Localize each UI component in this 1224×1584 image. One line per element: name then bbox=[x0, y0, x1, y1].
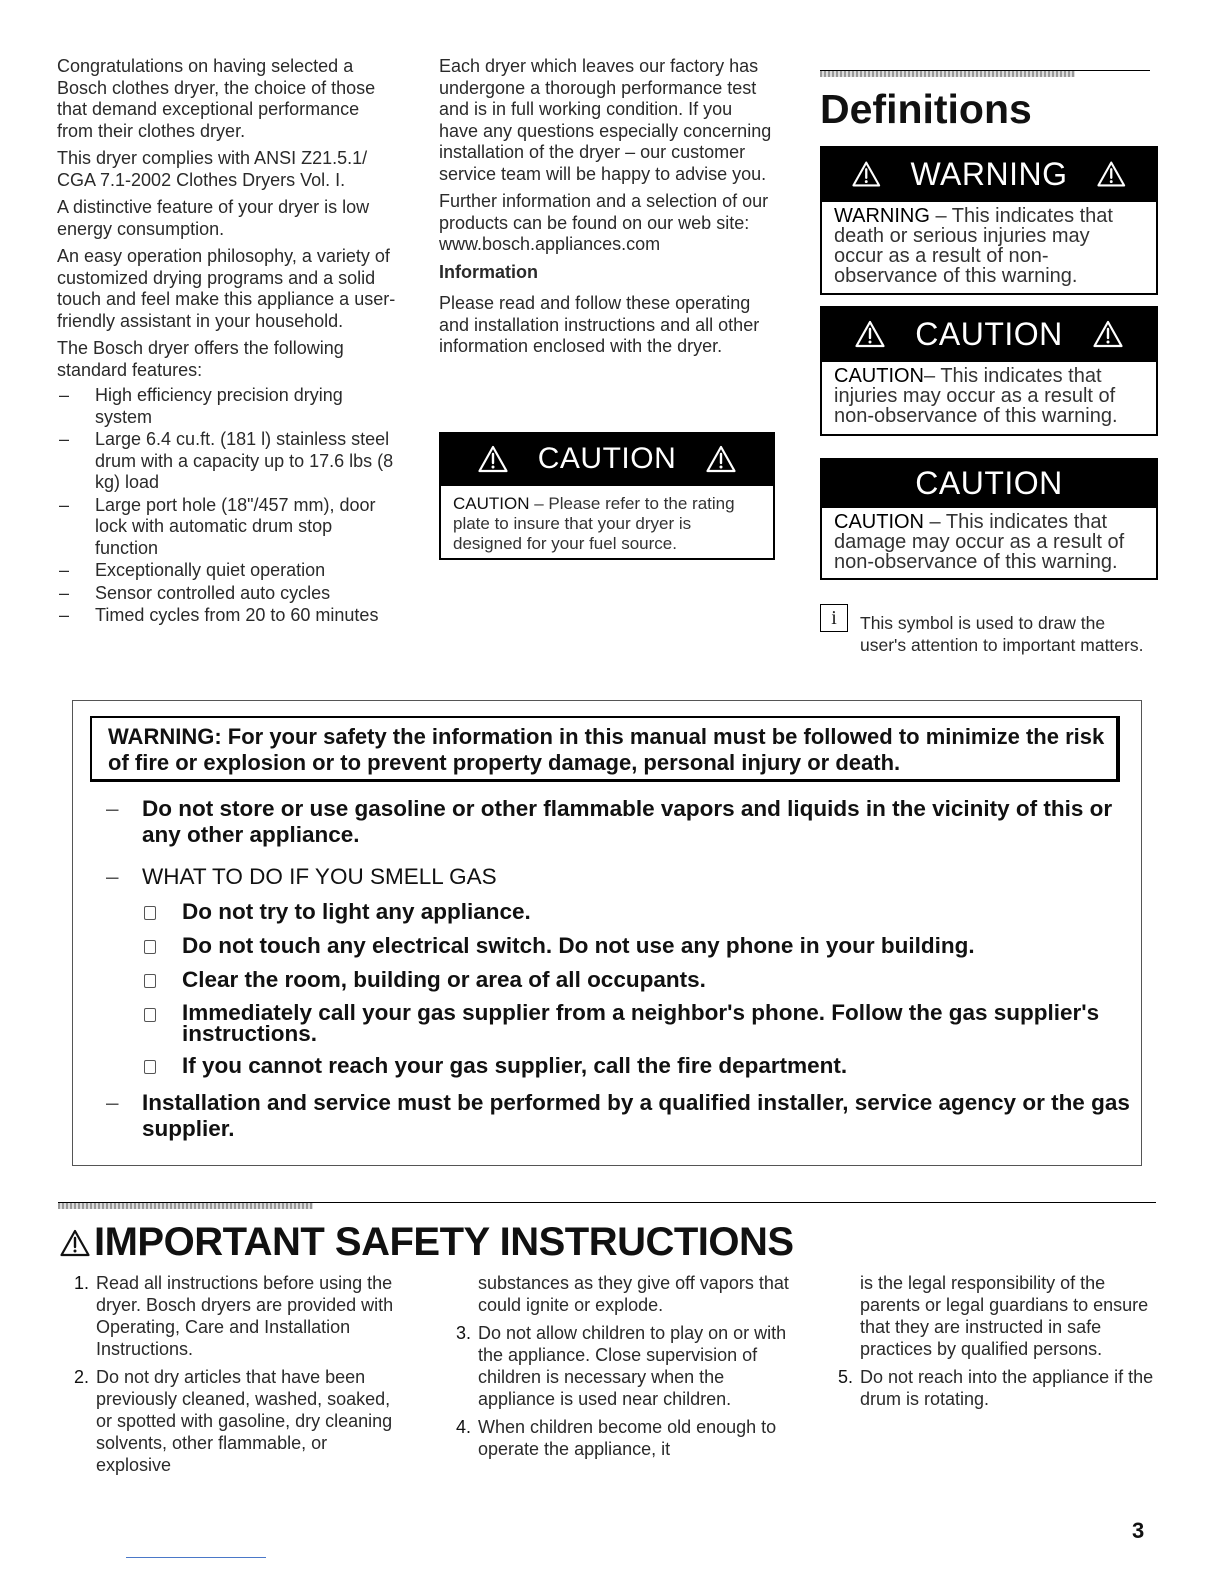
page-number: 3 bbox=[1132, 1518, 1145, 1543]
info-symbol-description: This symbol is used to draw the user's attention to important matters. bbox=[860, 613, 1144, 655]
caution-injury-definition-box bbox=[820, 306, 1158, 436]
section-rule bbox=[58, 1202, 1156, 1203]
instructions-column-1 bbox=[60, 1272, 400, 1482]
warning-triangle-icon bbox=[1093, 320, 1123, 348]
factory-column bbox=[439, 56, 775, 364]
caution-title: CAUTION bbox=[915, 464, 1063, 501]
list-item: Immediately call your gas supplier from a neighbor's phone. Follow the gas supplier's instructions. bbox=[100, 1002, 1130, 1044]
gas-safety-list bbox=[100, 796, 1130, 1162]
intro-paragraph: Congratulations on having selected a Bosch clothes dryer, the choice of those that demand exceptional performance from their clothes dryer. bbox=[57, 56, 376, 141]
list-item: – High efficiency precision drying system bbox=[59, 385, 343, 427]
list-item: 5. Do not reach into the appliance if the drum is rotating. bbox=[838, 1367, 1154, 1409]
caution-title: CAUTION bbox=[915, 315, 1063, 352]
warning-title: WARNING bbox=[910, 155, 1068, 192]
caution-body: CAUTION– This indicates that injuries may occur as a result of non-observance of this warning. bbox=[834, 365, 1118, 427]
operation-paragraph: An easy operation philosophy, a variety of customized drying programs and a solid touch and feel make this appliance a user-friendly assistant in your household. bbox=[57, 246, 396, 331]
list-item: – Installation and service must be performed by a qualified installer, service agency or the gas supplier. bbox=[106, 1090, 1130, 1141]
list-item: 2. Do not dry articles that have been previously cleaned, washed, soaked, or spotted with gasoline, dry cleaning solvents, other flammable, or explosive bbox=[74, 1367, 393, 1475]
compliance-paragraph: This dryer complies with ANSI Z21.5.1/ CGA 7.1-2002 Clothes Dryers Vol. I. bbox=[57, 148, 368, 190]
energy-paragraph: A distinctive feature of your dryer is low energy consumption. bbox=[57, 197, 370, 239]
caution-header bbox=[822, 458, 1156, 508]
warning-triangle-icon bbox=[706, 445, 736, 473]
warning-triangle-icon bbox=[60, 1228, 90, 1258]
warning-triangle-icon bbox=[1097, 160, 1126, 188]
factory-paragraph: Each dryer which leaves our factory has undergone a thorough performance test and is in full working condition. If you have any questions especially concerning installation of the dryer – our customer service team will be happy to advise you. bbox=[439, 56, 772, 184]
list-item: Do not touch any electrical switch. Do not use any phone in your building. bbox=[100, 934, 1130, 958]
list-item: 4. When children become old enough to operate the appliance, it bbox=[456, 1417, 777, 1459]
warning-header bbox=[822, 146, 1156, 202]
intro-column bbox=[57, 56, 397, 628]
website-paragraph: Further information and a selection of our products can be found on our web site: www.bosch.appliances.com bbox=[439, 191, 769, 254]
feature-list bbox=[57, 385, 397, 627]
warning-triangle-icon bbox=[478, 445, 508, 473]
checkbox-bullet-icon bbox=[144, 974, 156, 988]
fuel-caution-box bbox=[439, 432, 775, 560]
warning-triangle-icon bbox=[855, 320, 885, 348]
list-item: Do not try to light any appliance. bbox=[100, 900, 1130, 924]
warning-definition-box bbox=[820, 146, 1158, 295]
features-intro: The Bosch dryer offers the following standard features: bbox=[57, 338, 344, 380]
caution-title: CAUTION bbox=[537, 442, 677, 475]
section-rule bbox=[820, 70, 1150, 71]
warning-triangle-icon bbox=[852, 160, 881, 188]
section-rule-hatch bbox=[58, 1202, 313, 1209]
list-item: – Large port hole (18"/457 mm), door lock with automatic drum stop function bbox=[59, 494, 376, 558]
instructions-column-2 bbox=[442, 1272, 792, 1466]
list-item: – Exceptionally quiet operation bbox=[59, 560, 326, 580]
information-heading: Information bbox=[439, 261, 538, 282]
list-item-continuation: substances as they give off vapors that could ignite or explode. bbox=[478, 1273, 789, 1315]
instructions-column-3 bbox=[824, 1272, 1154, 1416]
checkbox-bullet-icon bbox=[144, 1060, 156, 1074]
checkbox-bullet-icon bbox=[144, 1008, 156, 1022]
warning-body: WARNING – This indicates that death or serious injuries may occur as a result of non-observance of this warning. bbox=[834, 205, 1113, 287]
list-item: Clear the room, building or area of all occupants. bbox=[100, 968, 1130, 992]
list-item: – Large 6.4 cu.ft. (181 l) stainless steel drum with a capacity up to 17.6 lbs (8 kg) load bbox=[59, 429, 394, 492]
info-icon: i bbox=[820, 604, 848, 632]
list-item: – WHAT TO DO IF YOU SMELL GAS bbox=[106, 864, 497, 889]
checkbox-bullet-icon bbox=[144, 940, 156, 954]
checkbox-bullet-icon bbox=[144, 906, 156, 920]
list-item-continuation: is the legal responsibility of the parents or legal guardians to ensure that they are instructed in safe practices by qualified persons. bbox=[860, 1273, 1149, 1359]
caution-header bbox=[441, 432, 773, 486]
list-item: – Do not store or use gasoline or other flammable vapors and liquids in the vicinity of this or any other appliance. bbox=[106, 796, 1113, 847]
list-item: 1. Read all instructions before using the dryer. Bosch dryers are provided with Operating, Care and Installation Instructions. bbox=[74, 1273, 394, 1359]
caution-body: CAUTION – This indicates that damage may occur as a result of non-observance of this warning. bbox=[834, 511, 1125, 573]
information-paragraph: Please read and follow these operating and installation instructions and all other information enclosed with the dryer. bbox=[439, 293, 760, 356]
footer-line bbox=[126, 1557, 266, 1558]
safety-instructions-title: IMPORTANT SAFETY INSTRUCTIONS bbox=[60, 1220, 794, 1265]
list-item: – Sensor controlled auto cycles bbox=[59, 582, 331, 603]
safety-warning-headline: WARNING: For your safety the information in this manual must be followed to minimize the risk of fire or explosion or to prevent property damage, personal injury or death. bbox=[90, 716, 1120, 782]
caution-damage-definition-box bbox=[820, 458, 1158, 580]
list-item: 3. Do not allow children to play on or with the appliance. Close supervision of children is necessary when the appliance is used near children. bbox=[456, 1323, 787, 1409]
caution-body: CAUTION – Please refer to the rating plate to insure that your dryer is designed for your fuel source. bbox=[453, 494, 735, 553]
definitions-title: Definitions bbox=[820, 86, 1032, 132]
section-rule-hatch bbox=[820, 70, 1075, 77]
caution-header bbox=[822, 306, 1156, 362]
list-item: If you cannot reach your gas supplier, call the fire department. bbox=[100, 1054, 1130, 1078]
list-item: – Timed cycles from 20 to 60 minutes bbox=[59, 605, 379, 625]
